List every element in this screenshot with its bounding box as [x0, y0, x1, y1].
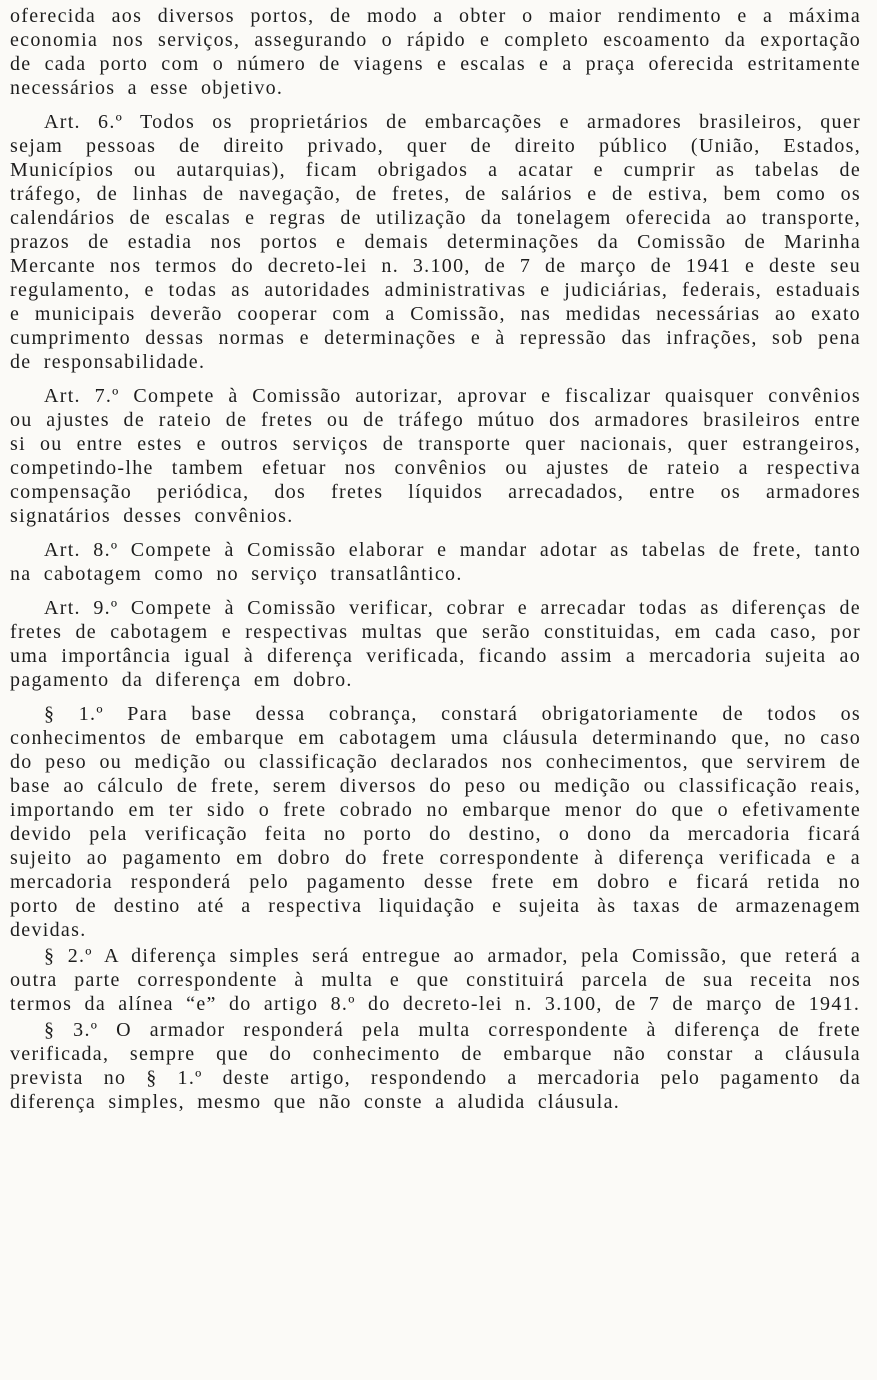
paragraph-continuation: oferecida aos diversos portos, de modo a obter o maior rendimento e a máxima economia nos serviços, assegurando o rápido e completo escoamento da exportação de cada porto com o número de viagens e escalas e a praça oferecida estritamente necessários a esse objetivo.	[10, 5, 861, 99]
paragraph-section-1: § 1.º Para base dessa cobrança, constará obrigatoriamente de todos os conhecimentos de embarque em cabotagem uma cláusula determinando que, no caso do peso ou medição ou classificação declarados nos conhecimentos, que servirem de base ao cálculo de frete, serem diversos do peso ou medição ou classificação reais, importando em ter sido o frete cobrado no embarque menor do que o efetivamente devido pela verificação feita no porto do destino, o dono da mercadoria ficará sujeito ao pagamento em dobro do frete correspondente à diferença verificada e a mercadoria responderá pelo pagamento desse frete em dobro e ficará retida no porto de destino até a respectiva liquidação e sujeita às taxas de armazenagem devidas.	[10, 703, 861, 941]
paragraph-art-8: Art. 8.º Compete à Comissão elaborar e mandar adotar as tabelas de frete, tanto na cabotagem como no serviço transatlântico.	[10, 539, 861, 585]
paragraph-section-2: § 2.º A diferença simples será entregue ao armador, pela Comissão, que reterá a outra parte correspondente à multa e que constituirá parcela de sua receita nos termos da alínea “e” do artigo 8.º do decreto-lei n. 3.100, de 7 de março de 1941.	[10, 945, 861, 1015]
paragraph-art-7: Art. 7.º Compete à Comissão autorizar, aprovar e fiscalizar quaisquer convênios ou ajustes de rateio de fretes ou de tráfego mútuo dos armadores brasileiros entre si ou entre estes e outros serviços de transporte quer nacionais, quer estrangeiros, competindo-lhe tambem efetuar nos convênios ou ajustes de rateio a respectiva compensação periódica, dos fretes líquidos arrecadados, entre os armadores signatários desses convênios.	[10, 385, 861, 527]
paragraph-section-3: § 3.º O armador responderá pela multa correspondente à diferença de frete verificada, sempre que do conhecimento de embarque não constar a cláusula prevista no § 1.º deste artigo, respondendo a mercadoria pelo pagamento da diferença simples, mesmo que não conste a aludida cláusula.	[10, 1019, 861, 1113]
paragraph-art-6: Art. 6.º Todos os proprietários de embarcações e armadores brasileiros, quer sejam pessoas de direito privado, quer de direito público (União, Estados, Municípios ou autarquias), ficam obrigados a acatar e cumprir as tabelas de tráfego, de linhas de navegação, de fretes, de salários e de estiva, bem como os calendários de escalas e regras de utilização da tonelagem oferecida ao transporte, prazos de estadia nos portos e demais determinações da Comissão de Marinha Mercante nos termos do decreto-lei n. 3.100, de 7 de março de 1941 e deste seu regulamento, e todas as autoridades administrativas e judiciárias, federais, estaduais e municipais deverão cooperar com a Comissão, nas medidas necessárias ao exato cumprimento dessas normas e determinações e à repressão das infrações, sob pena de responsabilidade.	[10, 111, 861, 373]
paragraph-art-9: Art. 9.º Compete à Comissão verificar, cobrar e arrecadar todas as diferenças de fretes de cabotagem e respectivas multas que serão constituidas, em cada caso, por uma importância igual à diferença verificada, ficando assim a mercadoria sujeita ao pagamento da diferença em dobro.	[10, 597, 861, 691]
